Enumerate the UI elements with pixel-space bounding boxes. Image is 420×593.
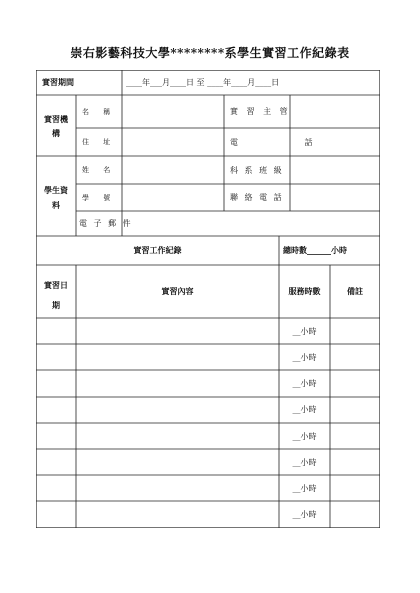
student-contact-field[interactable] xyxy=(291,185,379,210)
row-content-field[interactable] xyxy=(76,344,279,370)
student-contact-label: 聯 絡 電 話 xyxy=(230,193,284,202)
row-content-field[interactable] xyxy=(76,423,279,449)
row-hours-field[interactable]: __小時 xyxy=(292,510,317,520)
institution-label-line2: 構 xyxy=(52,128,60,138)
row-content-field[interactable] xyxy=(76,502,279,528)
row-date-field[interactable] xyxy=(36,502,76,528)
institution-phone-label: 電 話 xyxy=(230,137,345,147)
row-note-field[interactable] xyxy=(330,423,380,449)
row-date-field[interactable] xyxy=(36,344,76,370)
row-note-field[interactable] xyxy=(330,502,380,528)
total-hours[interactable]: 總時數______小時 xyxy=(283,245,347,255)
student-id-field[interactable] xyxy=(123,185,223,210)
record-title: 實習工作紀錄 xyxy=(133,245,182,255)
row-hours-field[interactable]: __小時 xyxy=(292,326,317,336)
row-date-field[interactable] xyxy=(36,318,76,344)
institution-supervisor-label: 實 習 主 管 xyxy=(230,107,291,116)
row-date-field[interactable] xyxy=(36,476,76,502)
header-content: 實習內容 xyxy=(161,286,194,296)
row-hours-field[interactable]: __小時 xyxy=(292,352,317,362)
institution-name-label: 名 稱 xyxy=(82,107,117,116)
row-hours-field[interactable]: __小時 xyxy=(292,484,317,494)
row-content-field[interactable] xyxy=(76,449,279,475)
row-note-field[interactable] xyxy=(330,397,380,423)
institution-supervisor-field[interactable] xyxy=(291,96,379,127)
student-name-field[interactable] xyxy=(123,157,223,183)
institution-label-line1: 實習機 xyxy=(44,114,68,124)
student-name-label: 姓 名 xyxy=(82,166,117,174)
row-note-field[interactable] xyxy=(330,318,380,344)
student-id-label: 學 號 xyxy=(82,193,117,202)
row-content-field[interactable] xyxy=(76,371,279,397)
student-dept-label: 科 系 班 級 xyxy=(230,165,284,175)
form-title: 崇右影藝科技大學********系學生實習工作紀錄表 xyxy=(70,46,350,60)
row-content-field[interactable] xyxy=(76,397,279,423)
header-hours: 服務時數 xyxy=(288,286,321,296)
header-date-line2: 期 xyxy=(52,299,60,310)
record-form-grid xyxy=(36,70,380,528)
row-hours-field[interactable]: __小時 xyxy=(292,431,317,441)
row-hours-field[interactable]: __小時 xyxy=(292,379,317,389)
student-dept-field[interactable] xyxy=(291,157,379,183)
institution-phone-field[interactable] xyxy=(291,129,379,155)
student-email-field[interactable] xyxy=(123,212,379,235)
row-note-field[interactable] xyxy=(330,344,380,370)
header-date-line1: 實習日 xyxy=(44,280,68,290)
institution-address-field[interactable] xyxy=(123,129,223,155)
period-label: 實習期間 xyxy=(42,77,74,87)
student-label-line2: 料 xyxy=(52,200,60,210)
institution-address-label: 住 址 xyxy=(82,138,117,146)
row-date-field[interactable] xyxy=(36,449,76,475)
header-note: 備註 xyxy=(347,286,363,296)
row-hours-field[interactable]: __小時 xyxy=(292,405,317,415)
row-date-field[interactable] xyxy=(36,423,76,449)
row-note-field[interactable] xyxy=(330,449,380,475)
student-label-line1: 學生資 xyxy=(44,185,68,195)
row-content-field[interactable] xyxy=(76,476,279,502)
row-date-field[interactable] xyxy=(36,371,76,397)
period-value[interactable]: ____年___月____日 至 ____年____月____日 xyxy=(126,78,280,87)
row-hours-field[interactable]: __小時 xyxy=(292,457,317,467)
student-email-label: 電 子 郵 件 xyxy=(79,219,133,228)
institution-name-field[interactable] xyxy=(123,96,223,127)
row-date-field[interactable] xyxy=(36,397,76,423)
row-content-field[interactable] xyxy=(76,318,279,344)
row-note-field[interactable] xyxy=(330,476,380,502)
row-note-field[interactable] xyxy=(330,371,380,397)
